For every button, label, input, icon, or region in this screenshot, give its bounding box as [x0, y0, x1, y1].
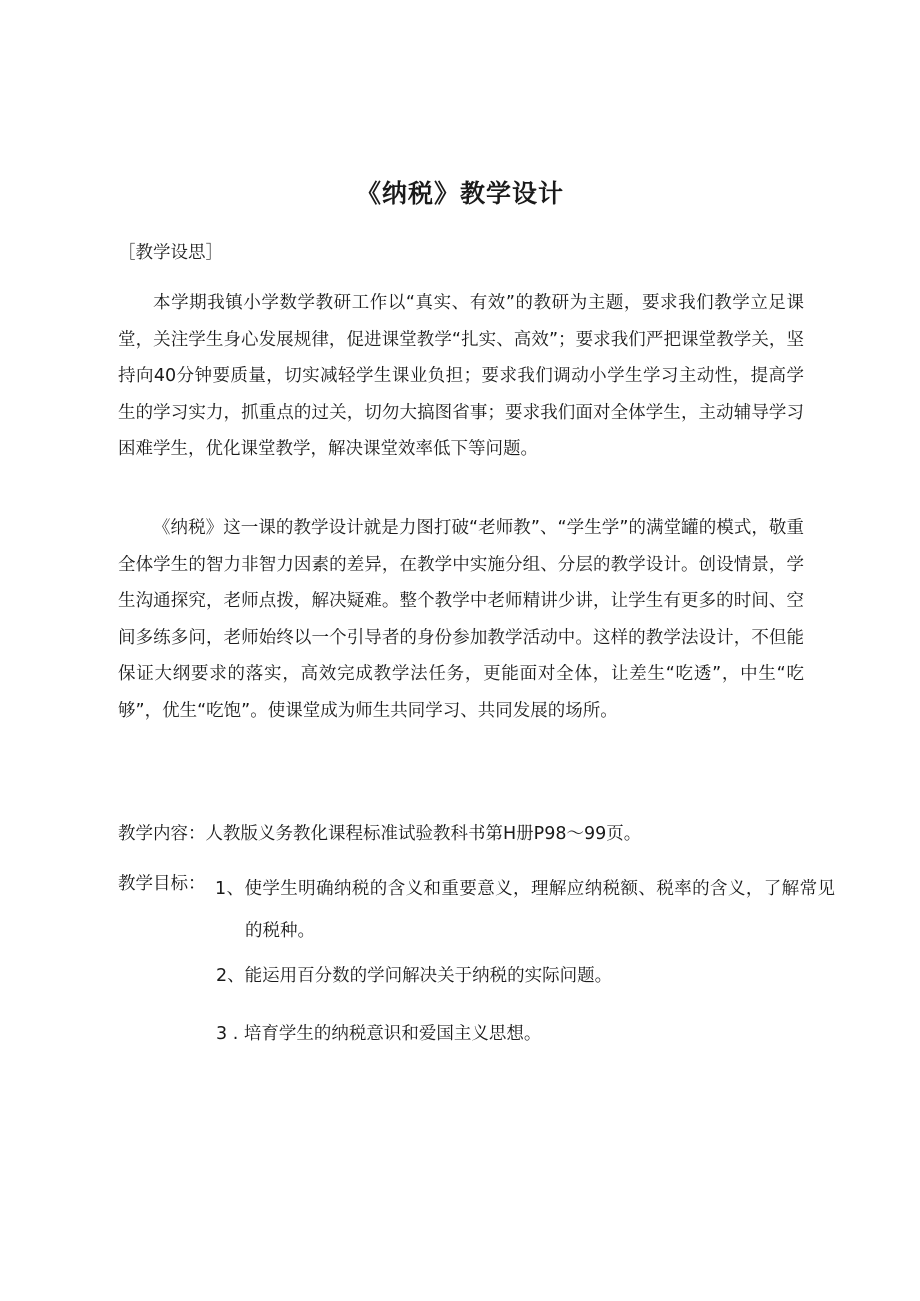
- paragraph-2: 《纳税》这一课的教学设计就是力图打破“老师教”、“学生学”的满堂罐的模式，敬重全体学生的智力非智力因素的差异，在教学中实施分组、分层的教学设计。创设情景，学生沟通探究，老师点拨，解决疑难。整个教学中老师精讲少讲，让学生有更多的时间、空间多练多问，老师始终以一个引导者的身份参加教学活动中。这样的教学法设计，不但能保证大纲要求的落实，高效完成教学法任务，更能面对全体，让差生“吃透”，中生“吃够”，优生“吃饱”。使课堂成为师生共同学习、共同发展的场所。: [118, 518, 804, 721]
- teaching-goal-1: 1、使学生明确纳税的含义和重要意义，理解应纳税额、税率的含义，了解常见的税种。: [215, 879, 835, 941]
- teaching-goal-2: 2、能运用百分数的学问解决关于纳税的实际问题。: [216, 966, 613, 986]
- teaching-content: 教学内容：人教版义务教化课程标准试验教科书第H册P98～99页。: [118, 824, 642, 844]
- teaching-goal-3: 3 . 培育学生的纳税意识和爱国主义思想。: [216, 1024, 542, 1044]
- teaching-goals-label: 教学目标：: [118, 874, 206, 894]
- document-title: 《纳税》教学设计: [355, 179, 564, 208]
- paragraph-1: 本学期我镇小学数学教研工作以“真实、有效”的教研为主题，要求我们教学立足课堂，关注学生身心发展规律，促进课堂教学“扎实、高效”；要求我们严把课堂教学关，坚持向40分钟要质量，切实减轻学生课业负担；要求我们调动小学生学习主动性，提高学生的学习实力，抓重点的过关，切勿大搞图省事；要求我们面对全体学生，主动辅导学习困难学生，优化课堂教学，解决课堂效率低下等问题。: [118, 293, 804, 460]
- section-heading: ［教学设思］: [118, 243, 223, 263]
